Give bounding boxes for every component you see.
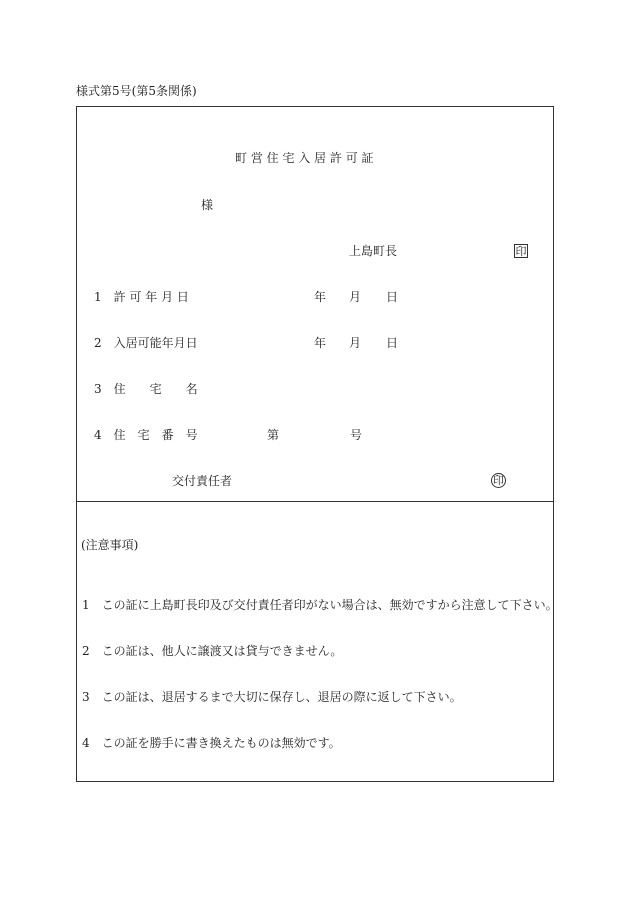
section-divider [77,501,553,502]
move-in-date-month: 月 [349,336,362,350]
form-number-label: 様式第5号(第5条関係) [76,84,197,98]
notes-heading: (注意事項) [81,538,139,552]
notes-item: 4 この証を勝手に書き換えたものは無効です。 [82,736,341,750]
delivery-person-label: 交付責任者 [172,474,233,488]
permit-date-year: 年 [314,290,327,304]
notes-item: 3 この証は、退居するまで大切に保存し、退居の際に返して下さい。 [82,690,462,704]
permit-date-label: 1 許 可 年 月 日 [94,290,189,304]
house-number-suffix: 号 [350,428,363,442]
move-in-date-year: 年 [314,336,327,350]
notes-item: 2 この証は、他人に譲渡又は貸与できません。 [82,644,343,658]
house-name-label: 3 住 宅 名 [94,382,198,396]
certificate-title: 町 営 住 宅 入 居 許 可 証 [235,151,374,165]
notes-item: 1 この証に上島町長印及び交付責任者印がない場合は、無効ですから注意して下さい。 [82,598,558,612]
delivery-seal-icon: 印 [493,474,504,487]
certificate-form [76,106,558,782]
house-number-label: 4 住 宅 番 号 [94,428,198,442]
move-in-date-label: 2 入居可能年月日 [94,336,198,350]
issuer-name: 上島町長 [349,244,398,258]
issuer-seal-icon: 印 [515,244,527,258]
permit-date-month: 月 [349,290,362,304]
addressee-suffix: 様 [201,198,214,212]
move-in-date-day: 日 [386,336,399,350]
permit-date-day: 日 [386,290,399,304]
house-number-prefix: 第 [267,428,280,442]
